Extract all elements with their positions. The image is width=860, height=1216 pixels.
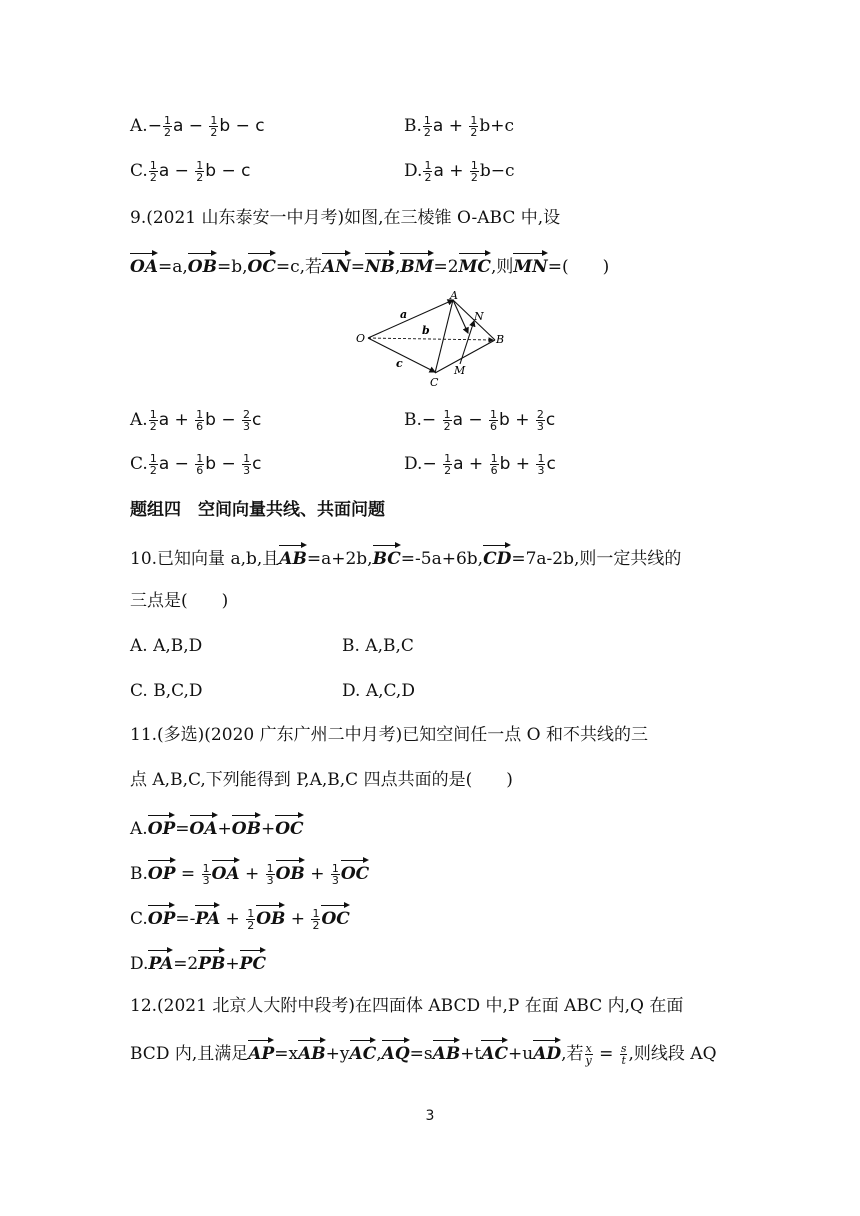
- q12-stem-line1: 12.(2021 北京人大附中段考)在四面体 ABCD 中,P 在面 ABC 内,Q 在面: [130, 996, 684, 1016]
- q11-option-c: C.OP=-PA + $\frac{1}{2}$ OB + $\frac{1}{2}$ OC: [130, 902, 350, 932]
- vector-mn: [460, 321, 474, 364]
- label-vec-b: b: [422, 324, 430, 337]
- tetrahedron-figure: [350, 288, 510, 390]
- page-number: 3: [425, 1108, 435, 1124]
- label-n: N: [474, 310, 484, 323]
- label-b: B: [496, 333, 505, 346]
- q11-option-d: D.PA=2PB+PC: [130, 947, 266, 977]
- vector-an: [453, 300, 468, 333]
- label-o: O: [356, 332, 366, 345]
- q11-option-a: A.OP=OA+OB+OC: [130, 812, 304, 842]
- edge-ac: [435, 300, 453, 373]
- section-title: 题组四 空间向量共线、共面问题: [130, 500, 385, 520]
- q10-option-d: D. A,C,D: [342, 681, 415, 701]
- q8-option-b: B. $\frac{1}{2}$ a + $\frac{1}{2}$ b+c: [404, 114, 515, 139]
- label-vec-a: a: [400, 308, 408, 321]
- q10-option-a: A. A,B,D: [130, 636, 203, 656]
- q8-option-c: C. $\frac{1}{2}$ a − $\frac{1}{2}$ b − c: [130, 159, 251, 184]
- edge-ob: [368, 338, 493, 340]
- q11-stem-line1: 11.(多选)(2020 广东广州二中月考)已知空间任一点 O 和不共线的三: [130, 725, 648, 745]
- q11-stem-line2: 点 A,B,C,下列能得到 P,A,B,C 四点共面的是( ): [130, 770, 513, 790]
- q10-stem-line1: 10.已知向量 a,b,且AB=a+2b,BC=-5a+6b,CD=7a-2b,则一定共线的: [130, 542, 681, 572]
- label-vec-c: c: [396, 357, 403, 370]
- q11-option-b: B.OP = $\frac{1}{3}$ OA + $\frac{1}{3}$ OB + $\frac{1}{3}$ OC: [130, 857, 369, 887]
- label-m: M: [454, 364, 466, 377]
- q8-option-a: A.− $\frac{1}{2}$ a − $\frac{1}{2}$ b − c: [130, 114, 265, 139]
- q9-option-a: A. $\frac{1}{2}$ a + $\frac{1}{6}$ b − $\frac{2}{3}$ c: [130, 408, 262, 433]
- q9-stem-line2: OA=a,OB=b,OC=c,若AN=NB,BM=2MC,则MN=( ): [130, 250, 609, 280]
- q10-option-c: C. B,C,D: [130, 681, 203, 701]
- q9-option-d: D.− $\frac{1}{2}$ a + $\frac{1}{6}$ b + $\frac{1}{3}$ c: [404, 452, 556, 477]
- q9-option-c: C. $\frac{1}{2}$ a − $\frac{1}{6}$ b − $\frac{1}{3}$ c: [130, 452, 262, 477]
- label-a: A: [450, 289, 458, 302]
- q10-stem-line2: 三点是( ): [130, 591, 229, 611]
- label-c: C: [430, 376, 439, 389]
- q9-stem-line1: 9.(2021 山东泰安一中月考)如图,在三棱锥 O-ABC 中,设: [130, 208, 561, 228]
- q12-stem-line2: BCD 内,且满足AP=xAB+yAC,AQ=sAB+tAC+uAD,若 $\frac{x}{y}$ = $\frac{s}{t}$ ,则线段 AQ: [130, 1037, 717, 1067]
- q9-option-b: B.− $\frac{1}{2}$ a − $\frac{1}{6}$ b + $\frac{2}{3}$ c: [404, 408, 556, 433]
- q8-option-d: D. $\frac{1}{2}$ a + $\frac{1}{2}$ b−c: [404, 159, 515, 184]
- edge-oa: [368, 300, 453, 338]
- q10-option-b: B. A,B,C: [342, 636, 414, 656]
